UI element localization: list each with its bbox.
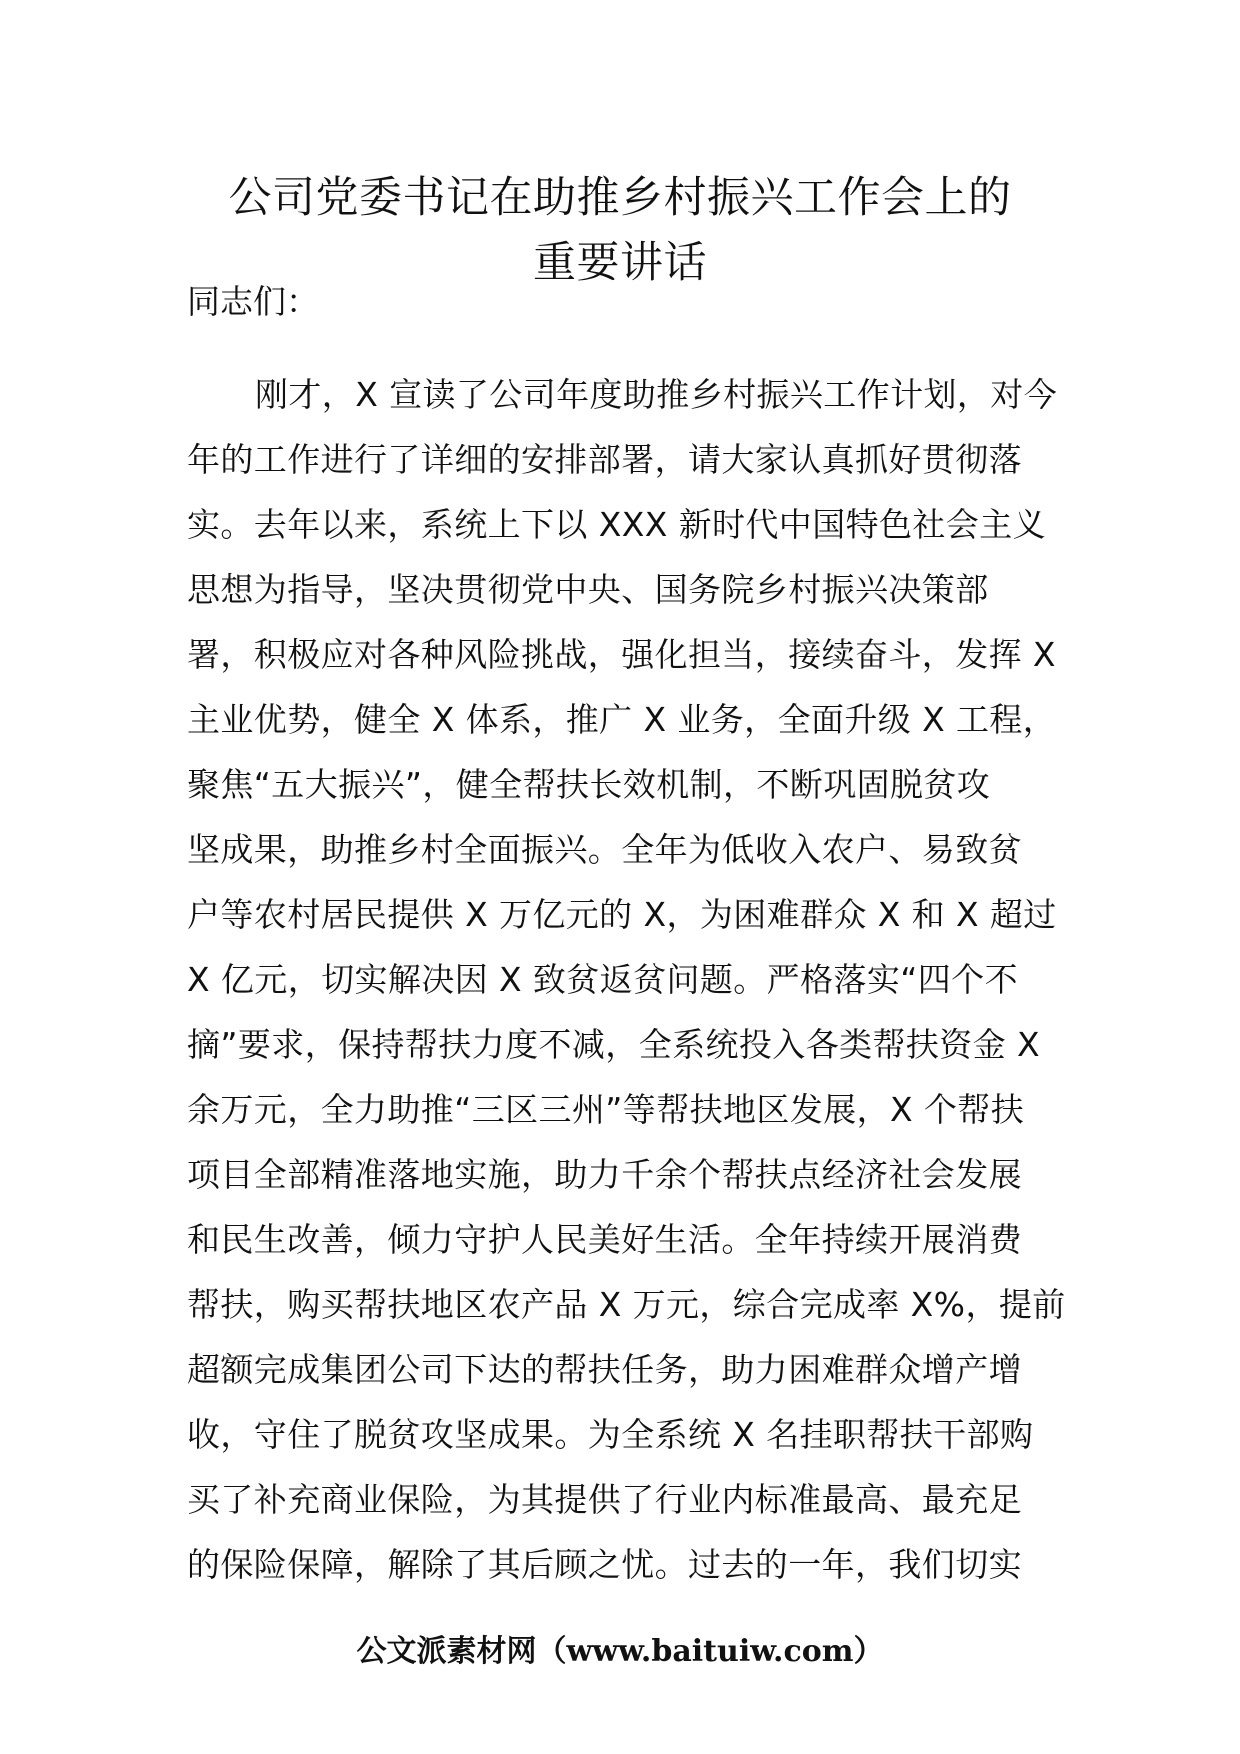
text-line: 思想为指导，坚决贯彻党中央、国务院乡村振兴决策部: [187, 570, 989, 609]
text-line: 户等农村居民提供 X 万亿元的 X，为困难群众 X 和 X 超过: [187, 895, 1057, 934]
text-line: X 亿元，切实解决因 X 致贫返贫问题。严格落实“四个不: [187, 960, 1018, 999]
body-paragraph: [187, 370, 1066, 1605]
text-line: 实。去年以来，系统上下以 XXX 新时代中国特色社会主义: [187, 505, 1047, 544]
text-line: 余万元，全力助推“三区三州”等帮扶地区发展，X 个帮扶: [187, 1090, 1025, 1129]
document-title-line-2: 重要讲话: [533, 238, 707, 288]
text-line: 收，守住了脱贫攻坚成果。为全系统 X 名挂职帮扶干部购: [187, 1415, 1034, 1454]
footer-watermark: 公文派素材网（www.baituiw.com）: [356, 1634, 884, 1669]
text-line: 署，积极应对各种风险挑战，强化担当，接续奋斗，发挥 X: [187, 635, 1056, 674]
text-line: 和民生改善，倾力守护人民美好生活。全年持续开展消费: [187, 1220, 1022, 1259]
text-line: 摘”要求，保持帮扶力度不减，全系统投入各类帮扶资金 X: [187, 1025, 1040, 1064]
text-line: 主业优势，健全 X 体系，推广 X 业务，全面升级 X 工程，: [187, 700, 1057, 739]
salutation: 同志们：: [187, 282, 319, 321]
text-line: 聚焦“五大振兴”，健全帮扶长效机制，不断巩固脱贫攻: [187, 765, 991, 804]
text-line: 项目全部精准落地实施，助力千余个帮扶点经济社会发展: [187, 1155, 1022, 1194]
text-line: 买了补充商业保险，为其提供了行业内标准最高、最充足: [187, 1480, 1022, 1519]
document-title-line-1: 公司党委书记在助推乡村振兴工作会上的: [228, 173, 1012, 223]
text-line: 帮扶，购买帮扶地区农产品 X 万元，综合完成率 X%，提前: [187, 1285, 1066, 1324]
text-line: 坚成果，助推乡村全面振兴。全年为低收入农户、易致贫: [187, 830, 1022, 869]
text-line: 的保险保障，解除了其后顾之忧。过去的一年，我们切实: [187, 1545, 1022, 1584]
text-line: 刚才，X 宣读了公司年度助推乡村振兴工作计划，对今: [255, 375, 1058, 414]
text-line: 年的工作进行了详细的安排部署，请大家认真抓好贯彻落: [187, 440, 1022, 479]
text-line: 超额完成集团公司下达的帮扶任务，助力困难群众增产增: [187, 1350, 1022, 1389]
